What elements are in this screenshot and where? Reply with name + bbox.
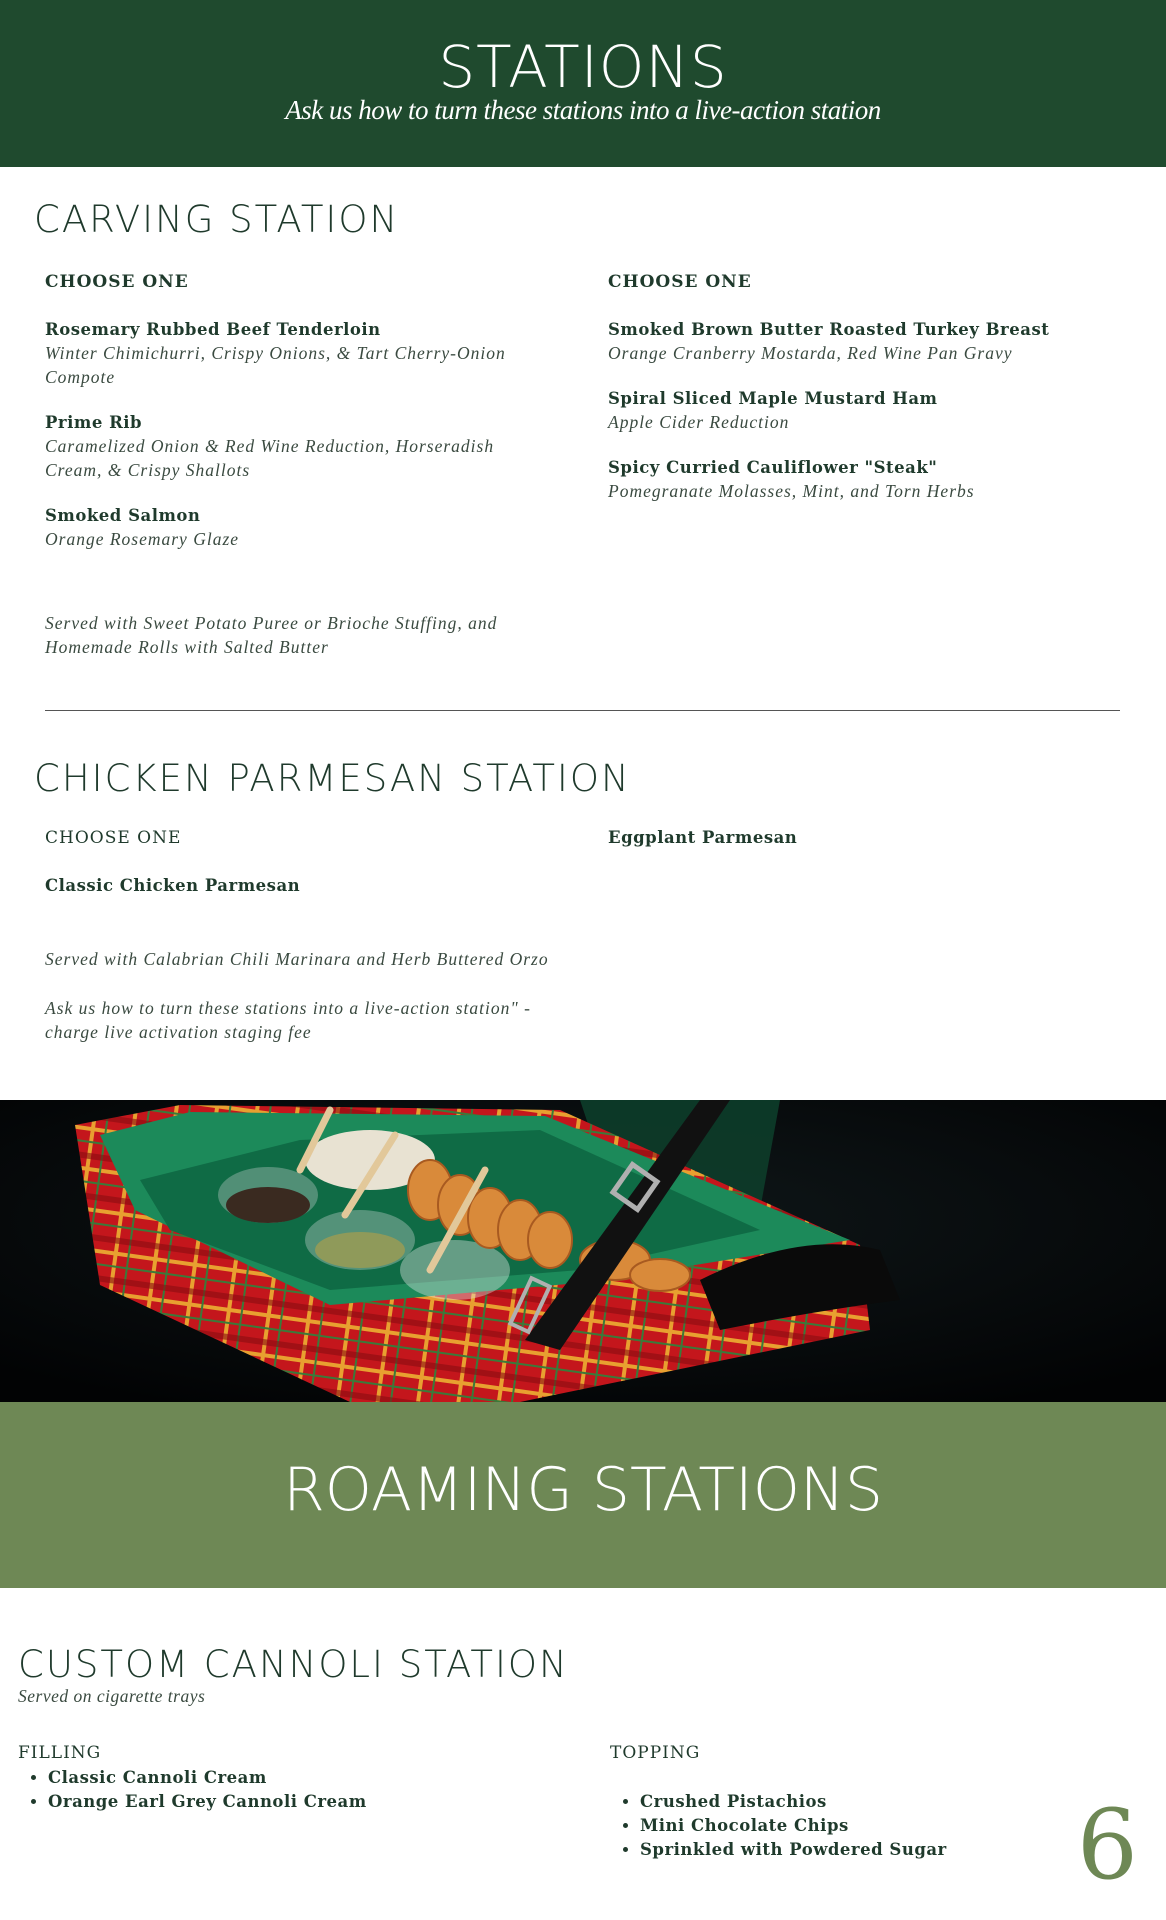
section-divider [45,710,1120,711]
list-item: • Orange Earl Grey Cannoli Cream [48,1790,578,1814]
menu-item-name: Spiral Sliced Maple Mustard Ham [608,389,938,408]
parmesan-station-title: CHICKEN PARMESAN STATION [34,757,631,800]
roaming-stations-title: ROAMING STATIONS [283,1455,883,1525]
menu-item [608,389,1128,434]
carving-right-column [608,272,1128,527]
choose-one-label: CHOOSE ONE [45,272,189,292]
menu-item-description: Caramelized Onion & Red Wine Reduction, Horseradish Cream, & Crispy Shallots [45,436,495,480]
menu-item-name: Smoked Brown Butter Roasted Turkey Breast [608,320,1050,339]
menu-item-name: Smoked Salmon [45,506,201,525]
menu-item-name: Rosemary Rubbed Beef Tenderloin [45,320,381,339]
parmesan-note: Served with Calabrian Chili Marinara and Herb Buttered Orzo [45,949,549,969]
list-item: • Classic Cannoli Cream [48,1766,578,1790]
cannoli-subtitle: Served on cigarette trays [18,1686,206,1706]
menu-item [45,320,545,389]
topping-label: TOPPING [610,1743,701,1763]
cannoli-station-title: CUSTOM CANNOLI STATION [18,1643,569,1686]
carving-station-title: CARVING STATION [34,198,400,241]
carving-left-column [45,272,545,575]
menu-item-description: Pomegranate Molasses, Mint, and Torn Herbs [608,481,975,501]
choose-one-label: CHOOSE ONE [45,828,182,848]
list-item: • Crushed Pistachios [640,1790,1090,1814]
list-item: • Mini Chocolate Chips [640,1814,1090,1838]
choose-one-label: CHOOSE ONE [608,272,752,292]
menu-item [608,458,1128,503]
filling-label: FILLING [18,1743,102,1763]
cannoli-tray-photo [0,1100,1166,1402]
topping-list [610,1790,1090,1862]
menu-item [45,506,545,551]
carving-note: Served with Sweet Potato Puree or Brioche Stuffing, and Homemade Rolls with Salted Butter [45,613,498,657]
menu-item [45,413,545,482]
list-item: • Sprinkled with Powdered Sugar [640,1838,1090,1862]
menu-item-description: Orange Rosemary Glaze [45,529,240,549]
page-number: 6 [1076,1789,1138,1901]
cannoli-tray-illustration [0,1100,1166,1402]
menu-item-description: Apple Cider Reduction [608,412,790,432]
menu-item-description: Winter Chimichurri, Crispy Onions, & Tart Cherry-Onion Compote [45,343,506,387]
page-title: STATIONS [438,33,728,101]
filling-list [18,1766,578,1814]
menu-item-name: Eggplant Parmesan [608,828,798,847]
menu-item-name: Spicy Curried Cauliflower "Steak" [608,458,938,477]
menu-item-name: Prime Rib [45,413,143,432]
page-subtitle: Ask us how to turn these stations into a live-action station [285,95,881,125]
menu-item [608,320,1128,365]
live-action-note: Ask us how to turn these stations into a live-action station" - charge live activation staging fee [45,998,531,1042]
menu-item-description: Orange Cranberry Mostarda, Red Wine Pan Gravy [608,343,1013,363]
menu-item-name: Classic Chicken Parmesan [45,876,301,895]
